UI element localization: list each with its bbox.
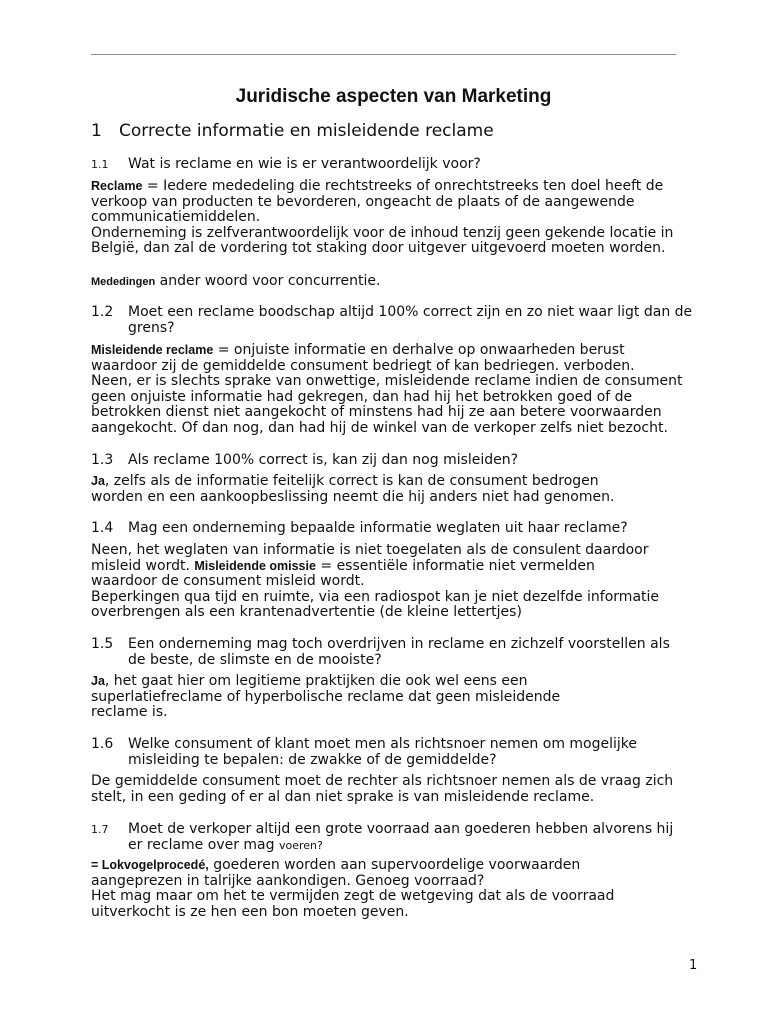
question-number: 1.4	[91, 520, 114, 536]
question-text: voeren?	[278, 839, 323, 852]
answer-line: = onjuiste informatie en derhalve op onwaarheden berust	[213, 342, 625, 358]
question-text: Welke consument of klant moet men als richtsnoer nemen om mogelijke	[128, 736, 638, 752]
answer-line: stelt, in een geding of er al dan niet sprake is van misleidende reclame.	[91, 788, 595, 805]
answer-line: Neen, er is slechts sprake van onwettige, misleidende reclame indien de consument	[91, 373, 683, 390]
answer-line: goederen worden aan supervoordelige voorwaarden	[208, 857, 581, 873]
question-number: 1.2	[91, 304, 114, 320]
document-title: Juridische aspecten van Marketing	[235, 86, 552, 107]
question-text: Als reclame 100% correct is, kan zij dan nog misleiden?	[128, 452, 519, 468]
question-number: 1.7	[91, 823, 109, 836]
answer-line: geen onjuiste informatie had gekregen, dan had hij het betrokken goed of de	[91, 388, 633, 405]
question-number: 1.5	[91, 636, 114, 652]
answer-1-7	[91, 858, 703, 920]
term-label: Ja	[91, 674, 105, 688]
question-text: Moet een reclame boodschap altijd 100% correct zijn en zo niet waar ligt dan de	[128, 304, 693, 320]
answer-1-6	[91, 774, 703, 805]
question-1-6	[91, 736, 703, 768]
answer-line: aangekocht. Of dan nog, dan had hij de winkel van de verkoper zelfs niet bezocht.	[91, 419, 668, 436]
answer-1-1	[91, 179, 703, 257]
answer-line: Beperkingen qua tijd en ruimte, via een radiospot kan je niet dezelfde informatie	[91, 588, 660, 605]
term-label: Reclame	[91, 179, 143, 193]
header-rule	[91, 54, 676, 55]
question-text: Wat is reclame en wie is er verantwoordelijk voor?	[128, 156, 481, 172]
answer-line: waardoor zij de gemiddelde consument bedriegt of kan bedriegen.	[91, 357, 564, 374]
answer-1-3	[91, 474, 703, 505]
term-label: Mededingen	[91, 276, 156, 288]
answer-1-4	[91, 543, 703, 621]
answer-1-1-extra	[91, 274, 703, 291]
answer-line: aangeprezen in talrijke aankondigen. Genoeg voorraad?	[91, 872, 485, 889]
answer-line: = essentiële informatie niet vermelden	[315, 557, 595, 574]
term-label: Ja	[91, 474, 105, 488]
answer-line: België, dan zal de vordering tot staking door uitgever uitgevoerd moeten worden.	[91, 240, 666, 257]
answer-line: misleid wordt.	[91, 557, 195, 574]
answer-line: reclame is.	[91, 704, 168, 721]
term-label: = Lokvogelprocedé,	[91, 858, 209, 872]
section-number: 1	[91, 121, 102, 141]
term-label: Misleidende omissie	[194, 558, 316, 573]
section-heading	[91, 121, 494, 141]
question-number: 1.3	[91, 452, 114, 468]
answer-line: Neen, het weglaten van informatie is niet toegelaten als de consulent daardoor	[91, 542, 649, 558]
question-1-7	[91, 821, 703, 854]
question-text: grens?	[128, 320, 175, 336]
question-text: Mag een onderneming bepaalde informatie weglaten uit haar reclame?	[128, 520, 628, 536]
answer-1-2	[91, 343, 703, 437]
answer-line: worden en een aankoopbeslissing neemt die hij anders niet had genomen.	[91, 488, 615, 505]
question-1-4	[91, 520, 703, 536]
section-title: Correcte informatie en misleidende reclame	[119, 121, 494, 141]
answer-line: = Iedere mededeling die rechtstreeks of onrechtstreeks ten doel heeft de	[142, 178, 664, 194]
answer-line: De gemiddelde consument moet de rechter als richtsnoer nemen als de vraag zich	[91, 773, 674, 789]
question-text: Moet de verkoper altijd een grote voorraad aan goederen hebben alvorens hij	[128, 821, 674, 837]
question-number: 1.1	[91, 158, 109, 171]
document-page	[91, 0, 703, 1024]
question-1-2	[91, 304, 703, 336]
answer-line: uitverkocht is ze hen een bon moeten geven.	[91, 903, 409, 920]
answer-line: communicatiemiddelen.	[91, 209, 261, 226]
page-number: 1	[689, 958, 698, 973]
term-label: Misleidende reclame	[91, 343, 214, 357]
answer-1-5	[91, 674, 703, 721]
question-1-5	[91, 636, 703, 668]
answer-line: , het gaat hier om legitieme praktijken die ook wel eens een	[104, 673, 528, 689]
answer-line: betrokken dienst niet aangekocht of minstens had hij ze aan betere voorwaarden	[91, 404, 662, 421]
question-text: er reclame over mag	[128, 837, 279, 853]
question-text: misleiding te bepalen: de zwakke of de gemiddelde?	[128, 752, 497, 768]
question-text: Een onderneming mag toch overdrijven in reclame en zichzelf voorstellen als	[128, 636, 670, 652]
answer-line: waardoor de consument misleid wordt.	[91, 573, 365, 590]
question-number: 1.6	[91, 736, 114, 752]
answer-line: Het mag maar om het te vermijden zegt de wetgeving dat als de voorraad	[91, 888, 615, 905]
answer-line: overbrengen als een krantenadvertentie (de kleine lettertjes)	[91, 604, 522, 621]
question-text: de beste, de slimste en de mooiste?	[128, 652, 382, 668]
answer-line: verboden.	[563, 357, 635, 374]
question-1-3	[91, 452, 703, 468]
answer-line: verkoop van producten te bevorderen, ongeacht de plaats of de aangewende	[91, 193, 635, 210]
answer-line: , zelfs als de informatie feitelijk correct is kan de consument bedrogen	[104, 473, 599, 489]
answer-line: ander woord voor concurrentie.	[155, 273, 381, 289]
question-1-1	[91, 156, 703, 172]
answer-line: superlatiefreclame of hyperbolische reclame dat geen misleidende	[91, 688, 561, 705]
answer-line: Onderneming is zelfverantwoordelijk voor de inhoud tenzij geen gekende locatie in	[91, 224, 674, 241]
